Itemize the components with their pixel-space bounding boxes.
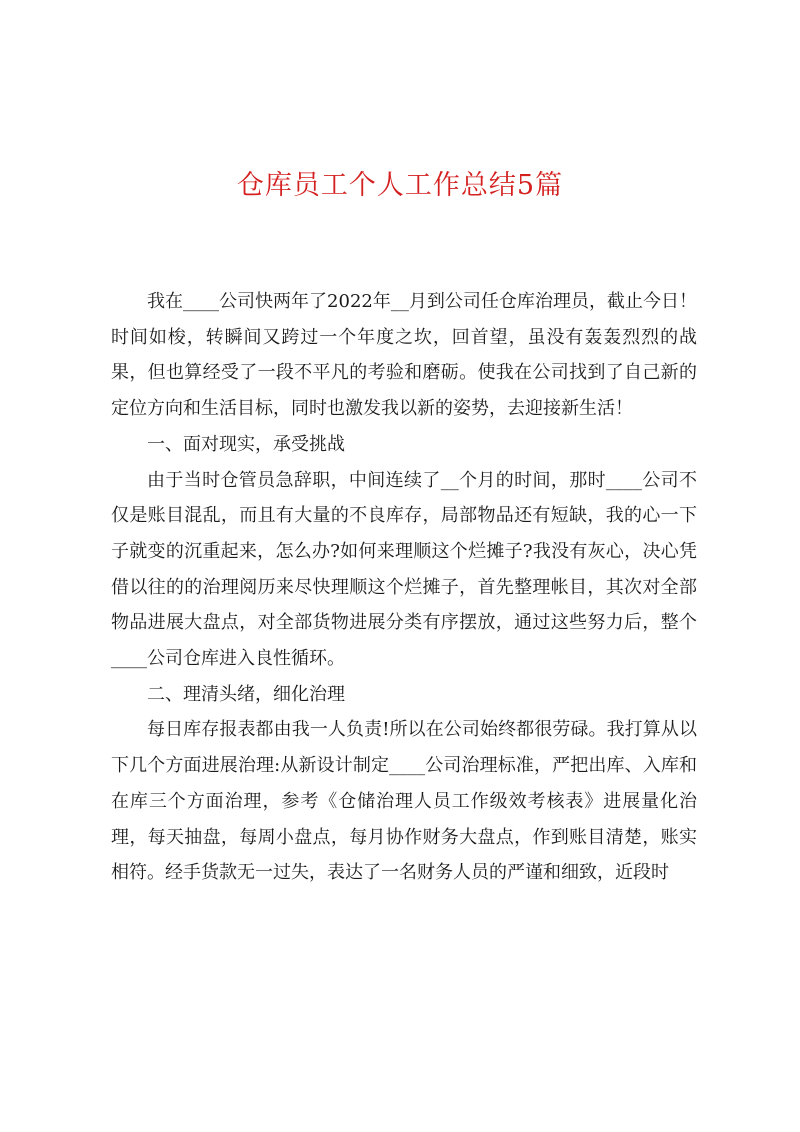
paragraph-intro: 我在____公司快两年了2022年__月到公司任仓库治理员，截止今日！时间如梭，转瞬间又跨过一个年度之坎，回首望，虽没有轰轰烈烈的战果，但也算经受了一段不平凡的考验和磨砺。使我在公司找到了自己新的定位方向和生活目标，同时也激发我以新的姿势，去迎接新生活！ [111,291,697,420]
section-heading-1: 一、面对现实，承受挑战 [147,433,345,455]
document-body [111,284,697,891]
paragraph-section-2: 每日库存报表都由我一人负责!所以在公司始终都很劳碌。我打算从以下几个方面进展治理:从新设计制定____公司治理标准，严把出库、入库和在库三个方面治理，参考《仓储治理人员工作级效考核表》进展量化治理，每天抽盘，每周小盘点，每月协作财务大盘点，作到账目清楚，账实相符。经手货款无一过失，表达了一名财务人员的严谨和细致，近段时 [111,719,697,884]
paragraph-section-1: 由于当时仓管员急辞职，中间连续了__个月的时间，那时____公司不仅是账目混乱，而且有大量的不良库存，局部物品还有短缺，我的心一下子就变的沉重起来，怎么办?如何来理顺这个烂摊子?我没有灰心，决心凭借以往的的治理阅历来尽快理顺这个烂摊子，首先整理帐目，其次对全部物品进展大盘点，对全部货物进展分类有序摆放，通过这些努力后，整个____公司仓库进入良性循环。 [111,469,697,670]
document-title: 仓库员工个人工作总结5篇 [236,170,564,201]
section-heading-2: 二、理清头绪，细化治理 [147,683,345,705]
